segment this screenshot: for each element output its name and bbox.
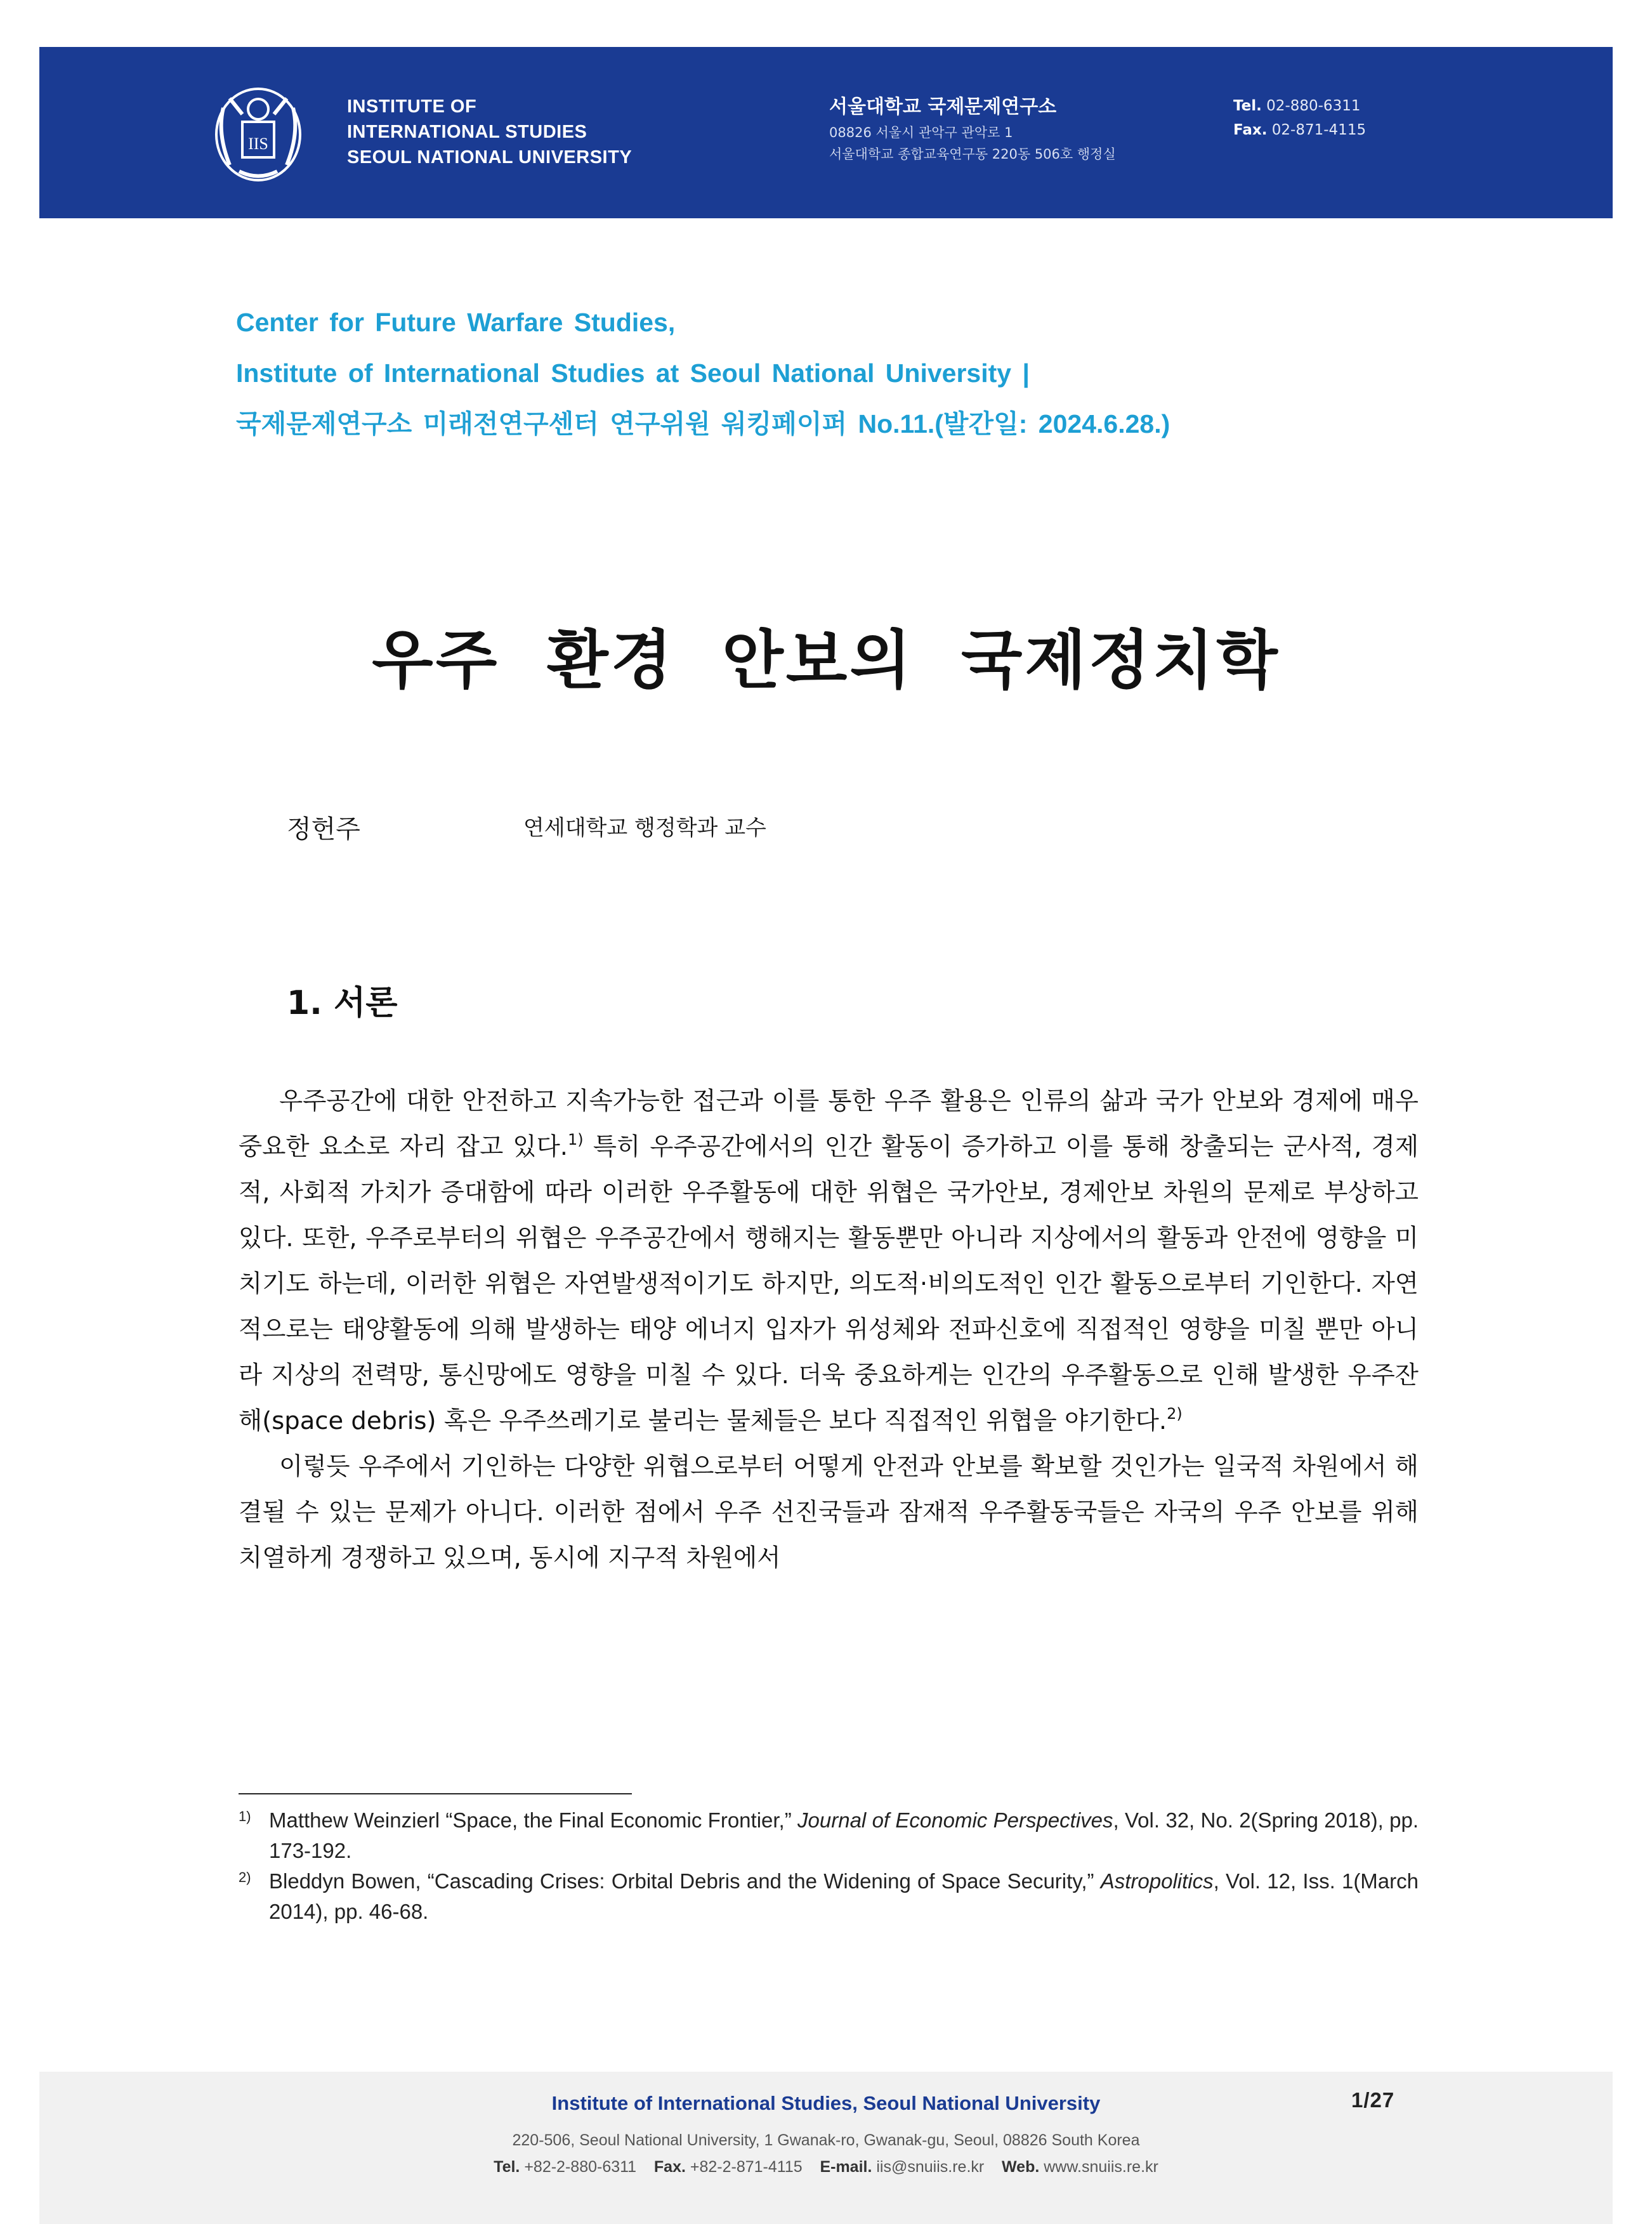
footer-web-label: Web. — [1002, 2158, 1040, 2176]
footnotes — [239, 1805, 1419, 1927]
paragraph-1 — [239, 1079, 1419, 1444]
section-heading: 1. 서론 — [287, 984, 398, 1022]
footer-contact — [39, 2158, 1613, 2176]
paragraph-1-part-a: 우주공간에 대한 안전하고 지속가능한 접근과 이를 통한 우주 활용은 인류의 삶과 국가 안보와 경제에 매우 중요한 요소로 자리 잡고 있다. — [239, 1087, 1419, 1161]
inst-en-line-1: INSTITUTE OF — [347, 96, 477, 117]
footer-web-link[interactable]: www.snuiis.re.kr — [1044, 2158, 1158, 2176]
inst-kr-addr-2: 서울대학교 종합교육연구동 220동 506호 행정실 — [829, 147, 1116, 162]
footnote-ref-2[interactable]: 2) — [1167, 1405, 1183, 1423]
footnote-text-tail: , Vol. 32, No. 2(Spring 2018), pp. 173-192. — [269, 1808, 1419, 1862]
footer-address: 220-506, Seoul National University, 1 Gwanak-ro, Gwanak-gu, Seoul, 08826 South Korea — [512, 2131, 1140, 2149]
footer-email-label: E-mail. — [820, 2158, 872, 2176]
footnote-number: 1) — [239, 1808, 251, 1824]
footnote-text: Bleddyn Bowen, “Cascading Crises: Orbital Debris and the Widening of Space Security,” — [269, 1869, 1101, 1893]
footnote-number: 2) — [239, 1869, 251, 1885]
series-line-1: Center for Future Warfare Studies, — [236, 308, 676, 337]
fax-number: 02-871-4115 — [1271, 122, 1367, 138]
logo-text: IIS — [248, 135, 268, 153]
tel-label: Tel. — [1233, 98, 1262, 114]
fax-label: Fax. — [1233, 122, 1268, 138]
paragraph-1-part-b: 특히 우주공간에서의 인간 활동이 증가하고 이를 통해 창출되는 군사적, 경제적, 사회적 가치가 증대함에 따라 이러한 우주활동에 대한 위협은 국가안보, 경제안보 차원의 문제로 부상하고 있다. 또한, 우주로부터의 위협은 우주공간에서 행해지는 활동뿐만 아니라 지상에서의 활동과 안전에 영향을 미치기도 하는데, 이러한 위협은 자연발생적이기도 하지만, 의도적·비의도적인 인간 활동으로부터 기인한다. 자연적으로는 태양활동에 의해 발생하는 태양 에너지 입자가 위성체와 전파신호에 직접적인 영향을 미칠 뿐만 아니라 지상의 전력망, 통신망에도 영향을 미칠 수 있다. 더욱 중요하게는 인간의 우주활동으로 인해 발생한 우주잔해(space debris) 혹은 우주쓰레기로 불리는 물체들은 보다 직접적인 위협을 야기한다. — [239, 1133, 1419, 1435]
footer-email-link[interactable]: iis@snuiis.re.kr — [876, 2158, 985, 2176]
inst-en-line-2: INTERNATIONAL STUDIES — [347, 122, 587, 142]
body-text — [239, 1079, 1419, 1581]
inst-kr-addr-1: 08826 서울시 관악구 관악로 1 — [829, 125, 1013, 140]
footer-institute: Institute of International Studies, Seoul National University — [551, 2092, 1101, 2114]
footnote-divider — [239, 1793, 632, 1794]
footer-tel: +82-2-880-6311 — [524, 2158, 637, 2176]
footer-tel-label: Tel. — [494, 2158, 520, 2176]
footnote-journal: Astropolitics — [1100, 1869, 1214, 1893]
footnote-text: Matthew Weinzierl “Space, the Final Economic Frontier,” — [269, 1808, 798, 1832]
tel-number: 02-880-6311 — [1266, 98, 1361, 114]
header-band — [39, 47, 1613, 218]
institute-name-kr — [829, 93, 1116, 165]
footnote-journal: Journal of Economic Perspectives — [797, 1808, 1113, 1832]
footnote-ref-1[interactable]: 1) — [568, 1131, 584, 1148]
series-line-3: 국제문제연구소 미래전연구센터 연구위원 워킹페이퍼 No.11.(발간일: 2024.6.28.) — [236, 409, 1170, 438]
author-affiliation: 연세대학교 행정학과 교수 — [523, 815, 766, 841]
footer-band — [39, 2072, 1613, 2224]
paper-title: 우주 환경 안보의 국제정치학 — [372, 623, 1280, 697]
page-number: 1/27 — [1351, 2088, 1395, 2112]
header-contact — [1233, 94, 1366, 142]
institute-name-en — [347, 94, 632, 170]
inst-kr-name: 서울대학교 국제문제연구소 — [829, 96, 1057, 118]
footnote-1 — [239, 1805, 1419, 1866]
author-name: 정헌주 — [287, 815, 360, 844]
footnote-2 — [239, 1866, 1419, 1927]
inst-en-line-3: SEOUL NATIONAL UNIVERSITY — [347, 147, 633, 168]
paragraph-2: 이렇듯 우주에서 기인하는 다양한 위협으로부터 어떻게 안전과 안보를 확보할 것인가는 일국적 차원에서 해결될 수 있는 문제가 아니다. 이러한 점에서 우주 선진국들과 잠재적 우주활동국들은 자국의 우주 안보를 위해 치열하게 경쟁하고 있으며, 동시에 지구적 차원에서 — [239, 1452, 1419, 1572]
footer-fax: +82-2-871-4115 — [690, 2158, 803, 2176]
series-line-2: Institute of International Studies at Seoul National University | — [236, 359, 1030, 388]
university-emblem-icon — [211, 82, 306, 184]
series-info — [236, 297, 1170, 449]
footnote-text-tail: , Vol. 12, Iss. 1(March 2014), pp. 46-68. — [269, 1869, 1419, 1923]
footer-fax-label: Fax. — [653, 2158, 686, 2176]
